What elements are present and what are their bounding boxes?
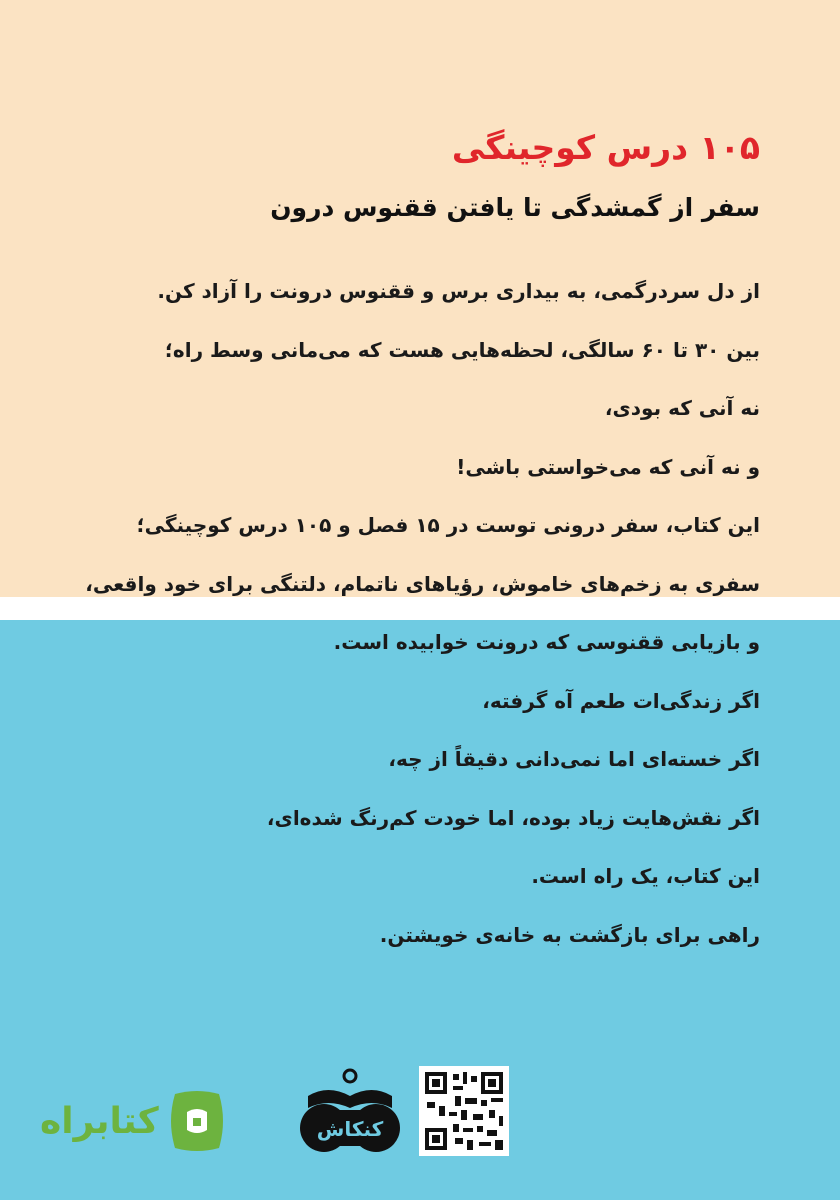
blurb-line: سفری به زخم‌های خاموش، رؤیاهای ناتمام، دلتنگی برای خود واقعی، — [85, 571, 760, 596]
blurb-line: اگر زندگی‌ات طعم آه گرفته، — [482, 688, 760, 713]
publisher-name: کنکاش — [316, 1117, 384, 1141]
book-title: ۱۰۵ درس کوچینگی — [451, 128, 760, 167]
blurb-line: بین ۳۰ تا ۶۰ سالگی، لحظه‌هایی هست که می‌مانی وسط راه؛ — [164, 337, 760, 362]
blurb-line: و بازیابی ققنوسی که درونت خوابیده است. — [333, 630, 760, 654]
blurb-line: نه آنی که بودی، — [604, 396, 760, 420]
store-logo — [40, 1090, 227, 1152]
qr-code-icon — [419, 1066, 509, 1156]
blurb-line: از دل سردرگمی، به بیداری برس و ققنوس درونت را آزاد کن. — [157, 279, 760, 303]
blurb-line: راهی برای بازگشت به خانه‌ی خویشتن. — [379, 922, 760, 947]
blurb-line: اگر خسته‌ای اما نمی‌دانی دقیقاً از چه، — [388, 747, 760, 771]
footer-logos — [0, 1060, 840, 1160]
blurb-line: این کتاب، یک راه است. — [531, 864, 760, 888]
publisher-logo — [298, 1066, 402, 1158]
blurb-line: اگر نقش‌هایت زیاد بوده، اما خودت کم‌رنگ شده‌ای، — [266, 805, 760, 830]
ketabrah-icon — [167, 1090, 227, 1152]
blurb — [60, 262, 760, 964]
blurb-line: این کتاب، سفر درونی توست در ۱۵ فصل و ۱۰۵ درس کوچینگی؛ — [136, 513, 760, 537]
store-name: کتابراه — [40, 1100, 159, 1142]
blurb-line: و نه آنی که می‌خواستی باشی! — [456, 454, 760, 479]
book-subtitle: سفر از گمشدگی تا یافتن ققنوس درون — [270, 193, 760, 222]
back-cover-text — [60, 118, 760, 964]
